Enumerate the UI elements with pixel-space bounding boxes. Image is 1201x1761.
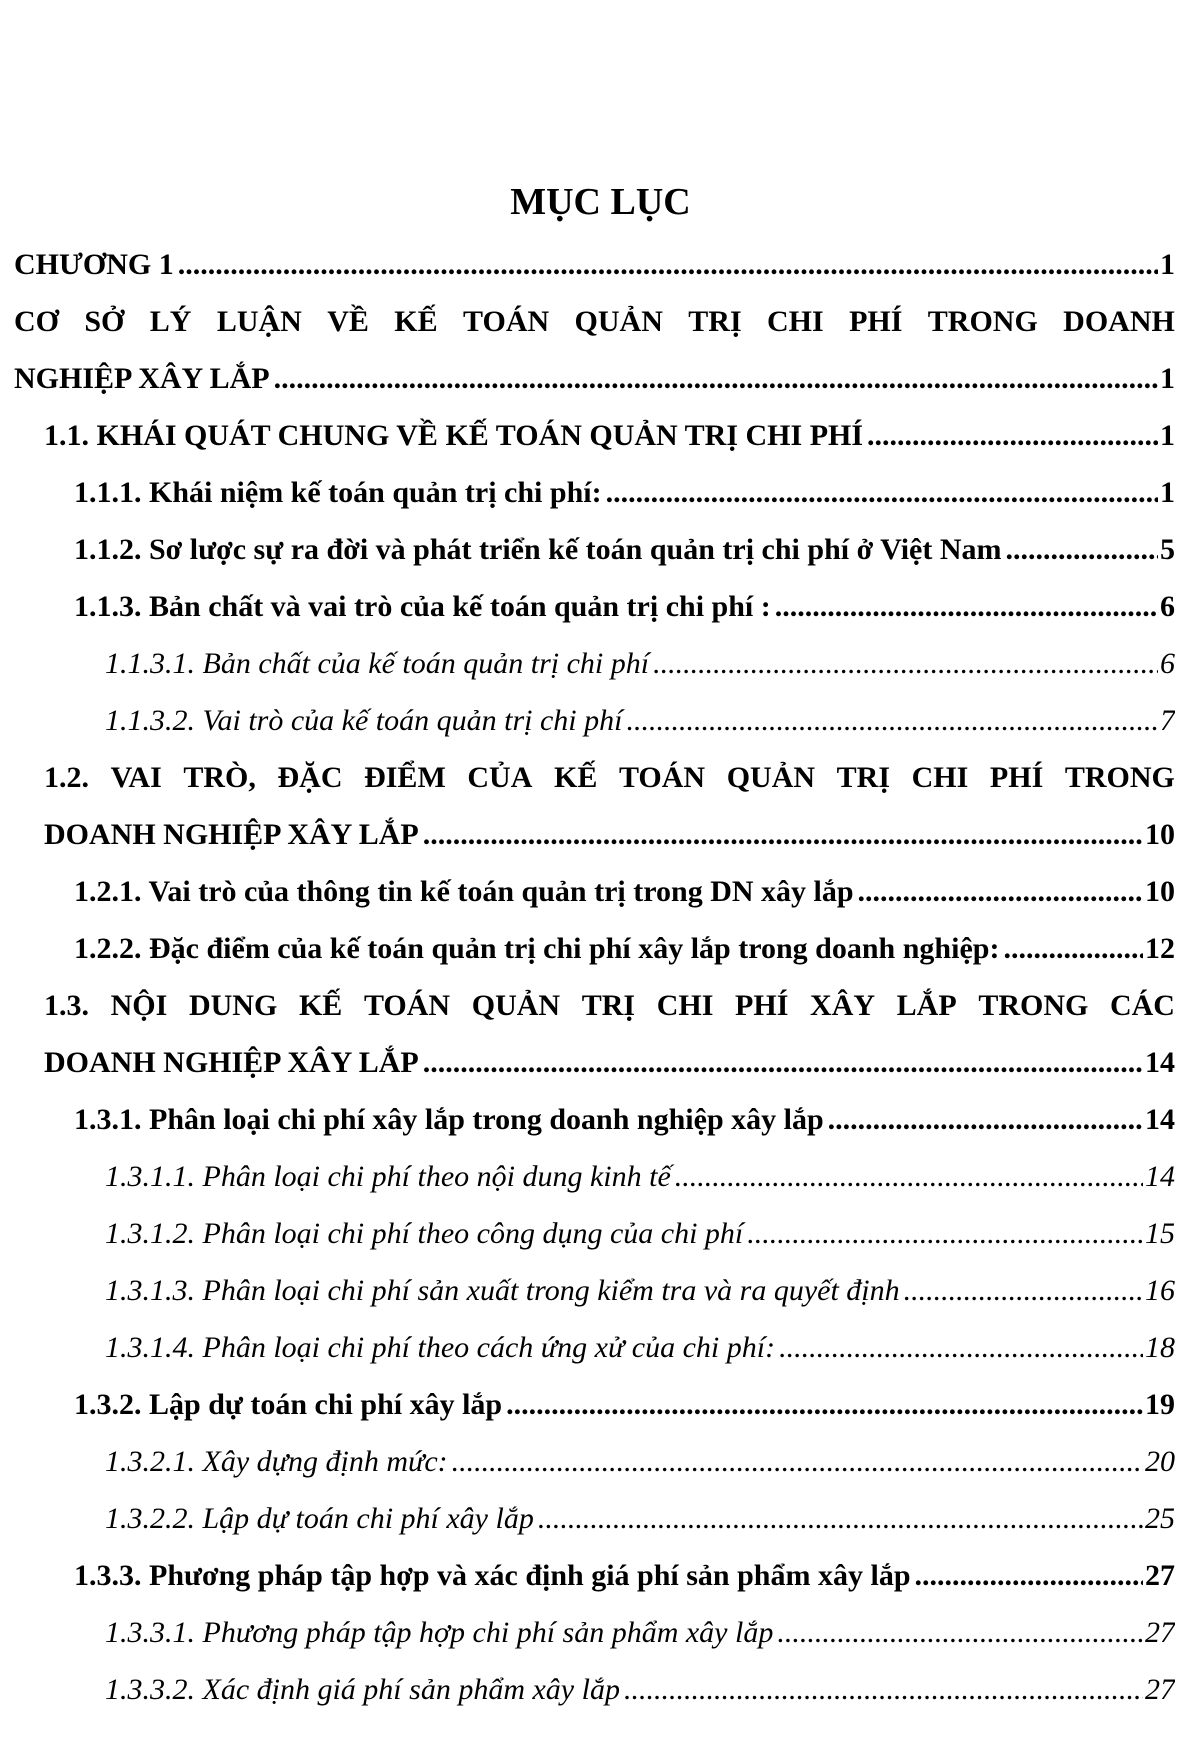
toc-entry-word: NỘI <box>110 989 168 1022</box>
toc-entry-word: XÂY <box>810 989 876 1022</box>
toc-entry-page-number: 16 <box>1145 1274 1175 1307</box>
toc-entry[interactable] <box>74 1091 1175 1148</box>
toc-entry[interactable] <box>105 1490 1175 1547</box>
toc-entry-title: 1.3.2. Lập dự toán chi phí xây lắp <box>74 1388 503 1421</box>
toc-entry-word: TOÁN <box>618 761 706 794</box>
toc-leader-dots <box>828 1091 1143 1148</box>
toc-entry-title: 1.1.3.1. Bản chất của kế toán quản trị chi phí <box>105 647 650 680</box>
toc-entry[interactable] <box>74 920 1175 977</box>
toc-entry-page-number: 27 <box>1145 1616 1175 1649</box>
toc-entry-title: 1.3.3.1. Phương pháp tập hợp chi phí sản phẩm xây lắp <box>105 1616 774 1649</box>
toc-leader-dots <box>747 1205 1143 1262</box>
toc-entry-page-number: 6 <box>1160 647 1175 680</box>
toc-entry-page-number: 10 <box>1145 875 1175 908</box>
toc-entry-page-number: 1 <box>1160 362 1175 395</box>
toc-entry-word: QUẢN <box>726 761 816 794</box>
toc-entry-word: VỀ <box>327 305 369 338</box>
toc-entry[interactable] <box>105 1262 1175 1319</box>
toc-entry[interactable] <box>74 464 1175 521</box>
toc-entry-word: TRONG <box>1064 761 1175 794</box>
toc-entry-word: TRÒ, <box>183 761 256 794</box>
toc-entry[interactable] <box>105 1205 1175 1262</box>
toc-entry-title: 1.1.2. Sơ lược sự ra đời và phát triển kế toán quản trị chi phí ở Việt Nam <box>74 533 1002 566</box>
toc-entry-word: TRONG <box>927 305 1038 338</box>
toc-leader-dots <box>775 578 1158 635</box>
toc-entry-page-number: 7 <box>1160 704 1175 737</box>
toc-entry-title: NGHIỆP XÂY LẮP <box>14 362 270 395</box>
toc-leader-dots <box>858 863 1143 920</box>
toc-entry-word: LUẬN <box>216 305 302 338</box>
toc-entry-word: DUNG <box>188 989 278 1022</box>
toc-entry-word: TOÁN <box>463 305 550 338</box>
toc-entry-page-number: 27 <box>1145 1673 1175 1706</box>
toc-entry[interactable] <box>44 806 1175 863</box>
toc-leader-dots <box>624 1661 1143 1718</box>
toc-entry[interactable] <box>44 1034 1175 1091</box>
toc-entry-title: 1.3.1. Phân loại chi phí xây lắp trong doanh nghiệp xây lắp <box>74 1103 824 1136</box>
toc-entry-word: CÁC <box>1109 989 1175 1022</box>
toc-entry-page-number: 6 <box>1160 590 1175 623</box>
toc-entry-page-number: 19 <box>1145 1388 1175 1421</box>
toc-entry-page-number: 25 <box>1145 1502 1175 1535</box>
toc-leader-dots <box>915 1547 1144 1604</box>
toc-entry-heading-line[interactable] <box>44 977 1175 1034</box>
toc-leader-dots <box>423 806 1143 863</box>
toc-entry-word: TOÁN <box>363 989 451 1022</box>
toc-entry-word: PHÍ <box>989 761 1044 794</box>
toc-entry-page-number: 27 <box>1145 1559 1175 1592</box>
toc-entry[interactable] <box>105 1433 1175 1490</box>
toc-entry-page-number: 20 <box>1145 1445 1175 1478</box>
toc-entry-word: KẾ <box>553 761 598 794</box>
toc-entry[interactable] <box>105 1319 1175 1376</box>
toc-entry-title: 1.3.1.2. Phân loại chi phí theo công dụng của chi phí <box>105 1217 744 1250</box>
toc-entry-word: CHI <box>767 305 824 338</box>
toc-entry[interactable] <box>74 1376 1175 1433</box>
toc-entry-page-number: 1 <box>1160 248 1175 281</box>
toc-leader-dots <box>653 635 1158 692</box>
toc-leader-dots <box>606 464 1158 521</box>
toc-entry-word: 1.2. <box>44 761 89 794</box>
toc-leader-dots <box>538 1490 1143 1547</box>
toc-entry-title: 1.3.1.3. Phân loại chi phí sản xuất trong kiểm tra và ra quyết định <box>105 1274 900 1307</box>
toc-entry-word: CHI <box>656 989 714 1022</box>
toc-entry-page-number: 12 <box>1145 932 1175 965</box>
toc-leader-dots <box>423 1034 1143 1091</box>
toc-entry-word: DOANH <box>1063 305 1175 338</box>
toc-entry-word: KẾ <box>298 989 343 1022</box>
toc-entry-title: 1.3.1.4. Phân loại chi phí theo cách ứng xử của chi phí: <box>105 1331 776 1364</box>
toc-leader-dots <box>626 692 1158 749</box>
toc-entry-title: 1.3.2.1. Xây dựng định mức: <box>105 1445 448 1478</box>
toc-entry-page-number: 14 <box>1145 1103 1175 1136</box>
toc-leader-dots <box>777 1604 1143 1661</box>
toc-entry-word: CƠ <box>14 305 59 338</box>
toc-entry-heading-line[interactable] <box>44 749 1175 806</box>
toc-entry-page-number: 1 <box>1160 476 1175 509</box>
toc-entry[interactable] <box>105 1148 1175 1205</box>
toc-leader-dots <box>178 236 1158 293</box>
toc-entry-word: VAI <box>110 761 162 794</box>
toc-entry-title: 1.1. KHÁI QUÁT CHUNG VỀ KẾ TOÁN QUẢN TRỊ CHI PHÍ <box>44 419 864 452</box>
toc-entry-page-number: 10 <box>1145 818 1175 851</box>
toc-leader-dots <box>779 1319 1143 1376</box>
toc-entry-title: 1.3.3. Phương pháp tập hợp và xác định giá phí sản phẩm xây lắp <box>74 1559 911 1592</box>
toc-entry-word: CHI <box>911 761 969 794</box>
toc-entry[interactable] <box>105 1604 1175 1661</box>
toc-entry[interactable] <box>74 521 1175 578</box>
toc-entry-word: TRỊ <box>836 761 891 794</box>
toc-leader-dots <box>675 1148 1143 1205</box>
toc-entry-title: 1.2.2. Đặc điểm của kế toán quản trị chi phí xây lắp trong doanh nghiệp: <box>74 932 1000 965</box>
toc-entry-page-number: 1 <box>1160 419 1175 452</box>
toc-entry-word: ĐẶC <box>277 761 343 794</box>
toc-entry-title: DOANH NGHIỆP XÂY LẮP <box>44 1046 419 1079</box>
toc-entry-title: 1.3.2.2. Lập dự toán chi phí xây lắp <box>105 1502 534 1535</box>
toc-leader-dots <box>867 407 1158 464</box>
toc-entry-word: KẾ <box>394 305 438 338</box>
toc-entry-page-number: 14 <box>1145 1160 1175 1193</box>
toc-title: MỤC LỤC <box>510 181 691 223</box>
toc-entry-page-number: 15 <box>1145 1217 1175 1250</box>
toc-entry-word: PHÍ <box>735 989 789 1022</box>
toc-leader-dots <box>904 1262 1143 1319</box>
toc-entry-title: 1.2.1. Vai trò của thông tin kế toán quản trị trong DN xây lắp <box>74 875 854 908</box>
toc-entry-word: CỦA <box>467 761 533 794</box>
toc-entry-word: LÝ <box>149 305 192 338</box>
toc-entry-word: LẮP <box>896 989 957 1022</box>
toc-entry-title: 1.3.1.1. Phân loại chi phí theo nội dung kinh tế <box>105 1160 671 1193</box>
toc-entry-page-number: 18 <box>1145 1331 1175 1364</box>
toc-entry[interactable] <box>105 635 1175 692</box>
toc-entry-title: CHƯƠNG 1 <box>14 248 174 281</box>
toc-entry-word: SỞ <box>84 305 125 338</box>
toc-entry-word: TRONG <box>978 989 1089 1022</box>
toc-entry[interactable] <box>74 1547 1175 1604</box>
toc-leader-dots <box>274 350 1158 407</box>
toc-entry[interactable] <box>105 692 1175 749</box>
toc-entry-title: 1.3.3.2. Xác định giá phí sản phẩm xây lắp <box>105 1673 620 1706</box>
toc-entry-word: ĐIỂM <box>364 761 446 794</box>
toc-leader-dots <box>506 1376 1143 1433</box>
toc-entry-title: DOANH NGHIỆP XÂY LẮP <box>44 818 419 851</box>
toc-entry-title: 1.1.3.2. Vai trò của kế toán quản trị chi phí <box>105 704 623 737</box>
toc-entry-word: 1.3. <box>44 989 89 1022</box>
toc-leader-dots <box>1006 521 1158 578</box>
toc-entry-word: QUẢN <box>574 305 663 338</box>
toc-entry-word: PHÍ <box>849 305 903 338</box>
toc-entry-title: 1.1.3. Bản chất và vai trò của kế toán quản trị chi phí : <box>74 590 771 623</box>
toc-entry-word: QUẢN <box>471 989 561 1022</box>
toc-entry-heading-line[interactable] <box>14 293 1175 350</box>
toc-entry-page-number: 5 <box>1160 533 1175 566</box>
toc-entry-word: TRỊ <box>688 305 742 338</box>
toc-entry-word: TRỊ <box>581 989 636 1022</box>
toc-entry[interactable] <box>74 863 1175 920</box>
toc-entry[interactable] <box>14 236 1175 293</box>
toc-entry-page-number: 14 <box>1145 1046 1175 1079</box>
toc-leader-dots <box>1003 920 1143 977</box>
toc-entry[interactable] <box>44 407 1175 464</box>
toc-entry[interactable] <box>74 578 1175 635</box>
toc-leader-dots <box>452 1433 1143 1490</box>
toc-entry-title: 1.1.1. Khái niệm kế toán quản trị chi phí: <box>74 476 602 509</box>
toc-entry[interactable] <box>105 1661 1175 1718</box>
toc-entry[interactable] <box>14 350 1175 407</box>
